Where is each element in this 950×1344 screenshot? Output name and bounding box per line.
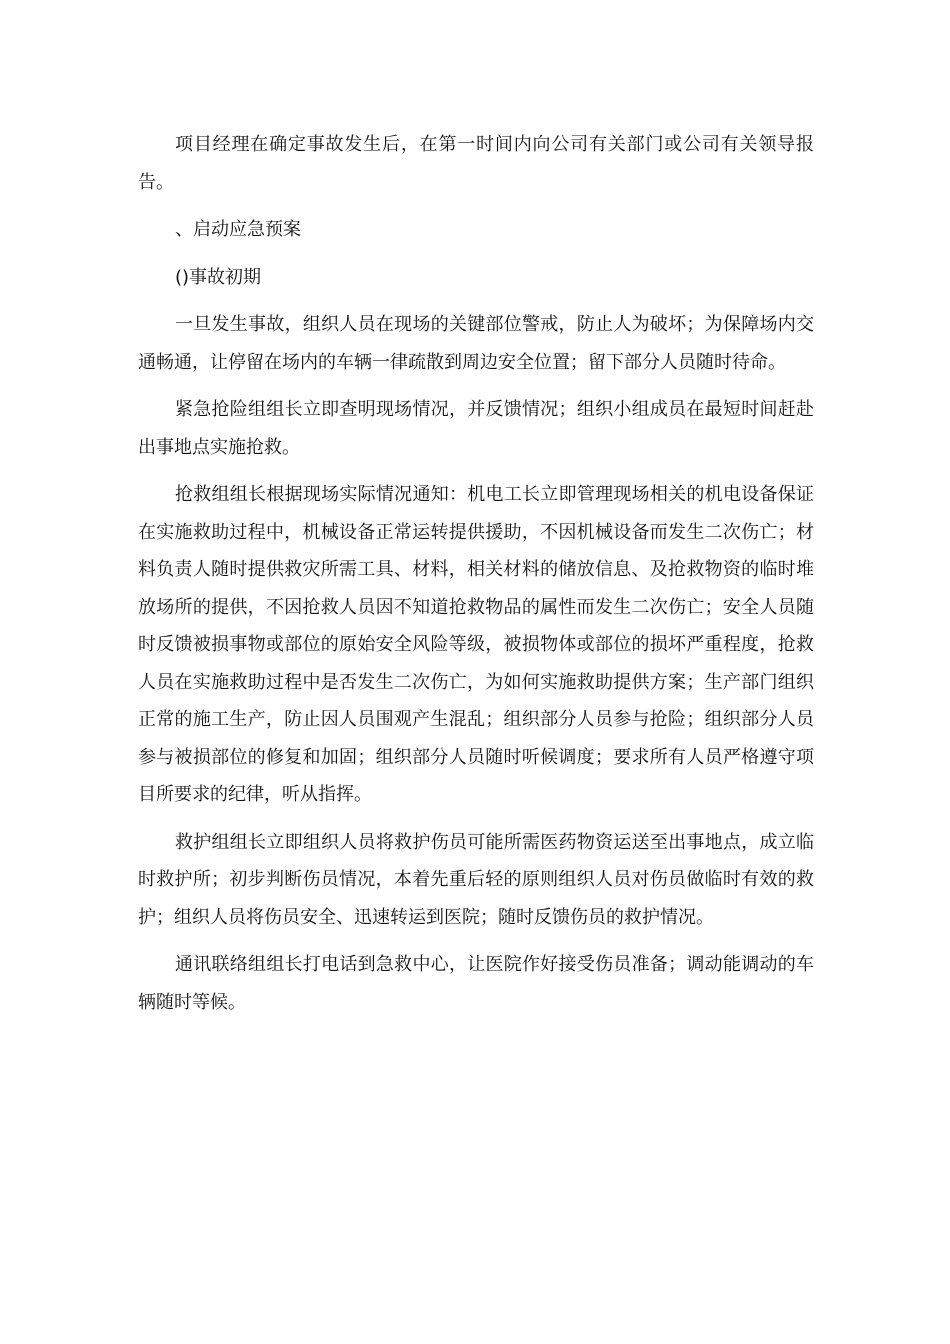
document-body — [138, 126, 814, 1031]
paragraph-cordon: 一旦发生事故，组织人员在现场的关键部位警戒，防止人为破坏；为保障场内交通畅通，让停留在场内的车辆一律疏散到周边安全位置；留下部分人员随时待命。 — [138, 314, 814, 373]
paragraph-emergency-rescue-team: 紧急抢险组组长立即查明现场情况，并反馈情况；组织小组成员在最短时间赶赴出事地点实施抢救。 — [138, 399, 814, 458]
paragraph-communication-team: 通讯联络组组长打电话到急救中心，让医院作好接受伤员准备；调动能调动的车辆随时等候。 — [138, 954, 814, 1013]
paragraph-report: 项目经理在确定事故发生后，在第一时间内向公司有关部门或公司有关领导报告。 — [138, 134, 814, 193]
section-heading-activate-plan: 、启动应急预案 — [175, 219, 301, 240]
paragraph-medical-team: 救护组组长立即组织人员将救护伤员可能所需医药物资运送至出事地点，成立临时救护所；初步判断伤员情况，本着先重后轻的原则组织人员对伤员做临时有效的救护；组织人员将伤员安全、迅速转运到医院；随时反馈伤员的救护情况。 — [138, 831, 814, 928]
subsection-heading-initial-stage: ()事故初期 — [175, 266, 262, 288]
paragraph-rescue-team-leader: 抢救组组长根据现场实际情况通知：机电工长立即管理现场相关的机电设备保证在实施救助过程中，机械设备正常运转提供援助，不因机械设备而发生二次伤亡；材料负责人随时提供救灾所需工具、材料，相关材料的储放信息、及抢救物资的临时堆放场所的提供，不因抢救人员因不知道抢救物品的属性而发生二次伤亡；安全人员随时反馈被损事物或部位的原始安全风险等级，被损物体或部位的损坏严重程度，抢救人员在实施救助过程中是否发生二次伤亡，为如何实施救助提供方案；生产部门组织正常的施工生产，防止因人员围观产生混乱；组织部分人员参与抢险；组织部分人员参与被损部位的修复和加固；组织部分人员随时听候调度；要求所有人员严格遵守项目所要求的纪律，听从指挥。 — [138, 484, 814, 805]
